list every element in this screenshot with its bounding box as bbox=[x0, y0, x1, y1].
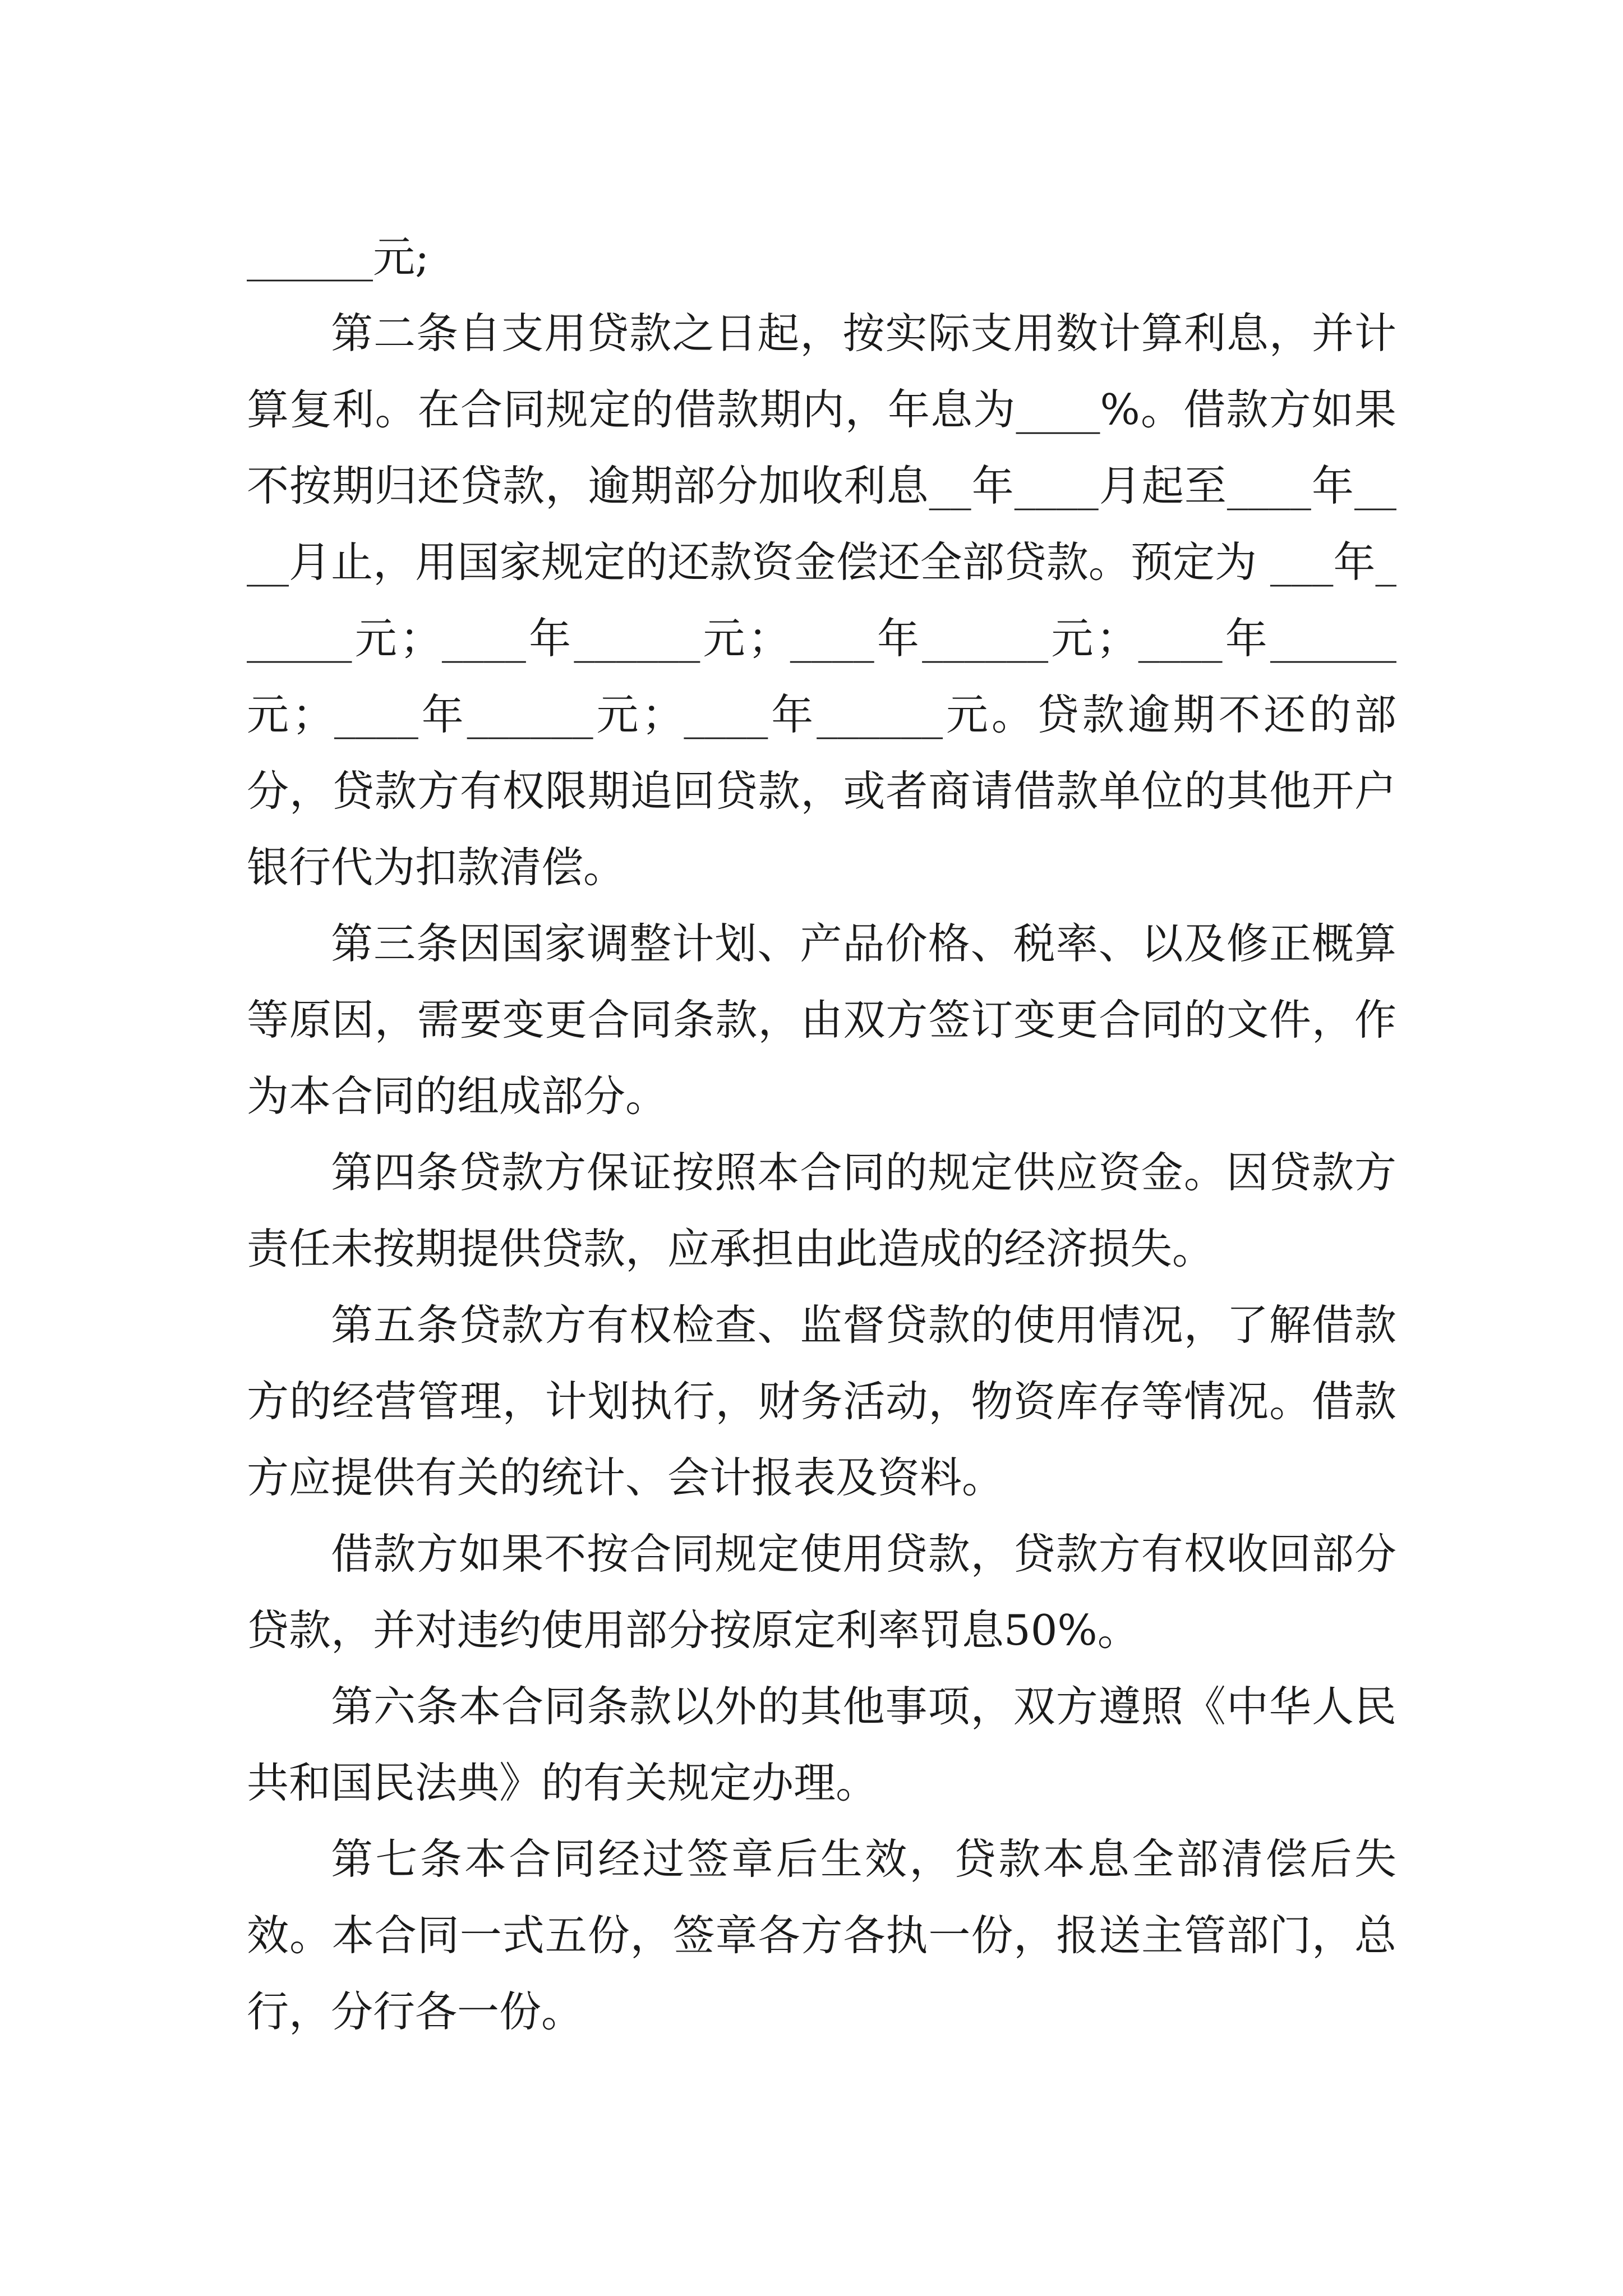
paragraph-article-5: 第五条贷款方有权检查、监督贷款的使用情况，了解借款方的经营管理，计划执行，财务活动，物资库存等情况。借款方应提供有关的统计、会计报表及资料。 bbox=[247, 1300, 1396, 1502]
document-page bbox=[247, 219, 1396, 2050]
paragraph-article-2: 第二条自支用贷款之日起，按实际支用数计算利息，并计算复利。在合同规定的借款期内，年息为____%。借款方如果不按期归还贷款，逾期部分加收利息__年____月起至____年____月止，用国家规定的还款资金偿还全部贷款。预定为 ___年______元；____年______元；____年______元；____年______元；____年______元；____年______元。贷款逾期不还的部分，贷款方有权限期追回贷款，或者商请借款单位的其他开户银行代为扣款清偿。 bbox=[247, 309, 1396, 892]
paragraph-article-5-penalty: 借款方如果不按合同规定使用贷款，贷款方有权收回部分贷款，并对违约使用部分按原定利率罚息50%。 bbox=[247, 1529, 1396, 1655]
paragraph-article-4: 第四条贷款方保证按照本合同的规定供应资金。因贷款方责任未按期提供贷款，应承担由此造成的经济损失。 bbox=[247, 1148, 1396, 1273]
paragraph-article-7: 第七条本合同经过签章后生效，贷款本息全部清偿后失效。本合同一式五份，签章各方各执一份，报送主管部门，总行，分行各一份。 bbox=[247, 1834, 1396, 2036]
paragraph-amount-line: ______元; bbox=[247, 232, 430, 282]
paragraph-article-6: 第六条本合同条款以外的其他事项，双方遵照《中华人民共和国民法典》的有关规定办理。 bbox=[247, 1682, 1396, 1807]
paragraph-article-3: 第三条因国家调整计划、产品价格、税率、以及修正概算等原因，需要变更合同条款，由双方签订变更合同的文件，作为本合同的组成部分。 bbox=[247, 919, 1396, 1121]
